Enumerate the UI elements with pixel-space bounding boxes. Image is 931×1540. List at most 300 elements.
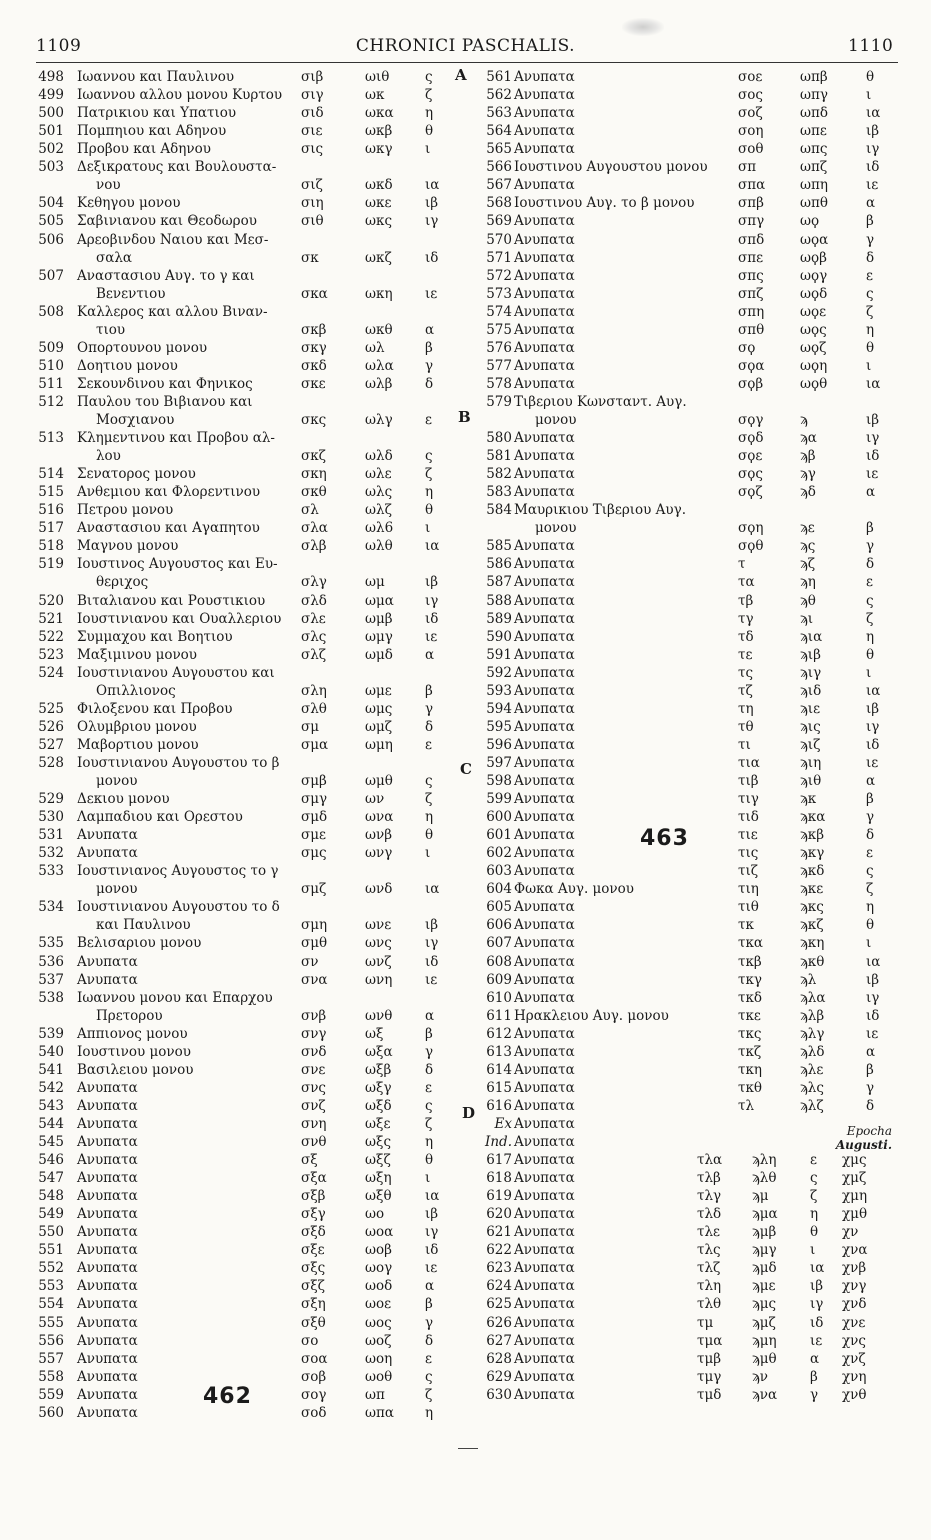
year-greek-1: σος [738,87,763,103]
table-row [0,285,931,303]
year-greek-1: σπγ [738,213,765,230]
year-number: 544 [38,1115,64,1132]
indiction: ε [425,411,432,428]
year-greek-2: ωκδ [365,177,393,194]
table-row [0,1079,931,1097]
year-number: 500 [38,105,64,122]
year-greek-1: τκγ [738,971,762,988]
year-greek-2: ϡλβ [800,1007,825,1024]
year-greek-2: ωξ [365,1025,384,1042]
year-greek-1: σις [301,141,324,158]
year-greek-1: τε [738,646,753,663]
indiction: γ [810,1386,819,1403]
indiction: ς [425,1097,433,1114]
year-number: 593 [486,682,512,699]
year-greek-1: σνη [301,1115,327,1132]
consul-name: Μοσχιανου [96,411,175,428]
indiction: η [425,809,434,826]
year-greek-1: σκβ [301,321,327,338]
year-greek-1: σο [301,1332,319,1349]
year-greek-2: ϡιδ [800,682,822,699]
indiction: α [425,646,435,663]
indiction: β [425,339,433,356]
year-greek-1: τιζ [738,863,759,880]
indiction: δ [425,718,434,735]
indiction: ιγ [425,592,439,609]
indiction: α [425,1007,435,1024]
year-greek-1: τκα [738,935,764,952]
indiction: ι [810,1242,816,1259]
indiction: δ [866,556,875,573]
consul-name: Ανυπατα [514,1242,575,1259]
indiction: ς [810,1170,818,1186]
indiction: ιδ [425,1242,439,1259]
indiction: ι [425,845,431,862]
year-greek-1: σξδ [301,1224,326,1241]
indiction: θ [866,339,875,356]
year-number: 621 [486,1224,512,1241]
indiction: ι [866,87,872,103]
consul-name: Ηρακλειου Αυγ. μονου [514,1007,669,1024]
year-number: 626 [486,1314,512,1331]
consul-name: Ανυπατα [514,773,575,789]
year-greek-1: σιγ [301,87,324,103]
year-number: 612 [486,1025,512,1042]
year-greek-1: τδ [738,628,754,645]
year-number: 609 [486,971,512,988]
section-letter-c: C [460,760,472,778]
year-greek-2: ϡμη [752,1332,777,1349]
year-greek-1: σνθ [301,1134,327,1150]
year-number: 538 [38,989,64,1006]
year-greek-1: σϙζ [738,484,763,501]
year-greek-1: σϙα [738,357,765,374]
year-greek-2: ωκε [365,195,392,212]
indiction: ιδ [866,448,880,465]
epoch-label-1: Epocha [846,1124,892,1138]
consul-name: Ανυπατα [514,285,575,302]
year-greek-1: τκθ [738,1079,763,1096]
indiction: ιε [866,466,879,483]
year-greek-2: ωκγ [365,141,393,158]
table-row [0,682,931,700]
consul-name: και Παυλινου [96,917,191,934]
year-greek-1: τιθ [738,899,759,916]
indiction: ιγ [425,935,439,952]
indiction: η [425,1134,434,1150]
year-greek-2: ωϙθ [800,375,828,392]
year-greek-1: τμγ [697,1368,722,1385]
indiction: β [425,682,433,699]
year-greek-2: ωμ [365,574,385,591]
year-greek-1: τλγ [697,1188,722,1205]
year-number: 515 [38,484,64,501]
indiction: α [866,1043,876,1060]
year-greek-1: σκδ [301,357,327,374]
year-greek-1: σοη [738,123,764,140]
indiction: β [866,520,874,537]
table-row [0,375,931,393]
indiction: ιβ [866,123,880,140]
consul-name: Μαγνου μονου [77,538,179,555]
year-greek-2: ωϙ [800,213,820,230]
year-number: 577 [486,357,512,374]
year-number: 605 [486,899,512,916]
year-greek-1: τη [738,700,754,717]
consul-name: Ανυπατα [514,700,575,717]
year-greek-2: ϡκδ [800,863,825,880]
year-number: 570 [486,231,512,248]
indiction: θ [810,1224,819,1241]
indiction: α [425,1278,435,1295]
indiction: ε [425,736,432,753]
consul-name: Ανυπατα [514,1314,575,1331]
indiction: ια [866,682,881,699]
consul-name: Ανυπατα [77,1332,138,1349]
table-row [0,1350,931,1368]
section-letter-b: B [458,408,471,426]
year-number: 618 [486,1170,512,1186]
year-greek-2: ωξβ [365,1061,392,1078]
indiction: ιγ [866,430,880,446]
consul-name: Ανυπατα [514,1079,575,1096]
indiction: ιε [425,1260,438,1277]
year-greek-1: σοα [301,1350,328,1367]
consul-name: Ανυπατα [514,971,575,988]
left-page-number: 1109 [36,36,82,56]
year-greek-2: ϡι [800,610,814,627]
year-number: 523 [38,646,64,663]
table-row [0,501,931,519]
consul-name: Οπορτουνου μονου [77,339,208,356]
year-greek-2: ϡλθ [752,1170,777,1186]
consul-name: Ανυπατα [77,1170,138,1186]
year-greek-2: ωπ [365,1386,385,1403]
epoch-augusti: χνγ [842,1278,867,1295]
year-greek-1: σλα [301,520,328,537]
consul-name: Ανυπατα [77,1314,138,1331]
table-row [0,555,931,573]
year-greek-2: ϡλε [800,1061,824,1078]
year-greek-2: ωλ [365,339,385,356]
year-number: 565 [486,141,512,158]
year-greek-2: ϡλδ [800,1043,825,1060]
consul-name: Ανυπατα [77,1206,138,1223]
year-greek-2: ωξθ [365,1188,392,1205]
year-greek-2: ωνη [365,971,393,988]
year-greek-2: ωιθ [365,69,390,85]
consul-name: Ανυπατα [77,1115,138,1132]
year-greek-1: σπ [738,159,757,176]
year-greek-2: ωϙη [800,357,828,374]
consul-name: Ανυπατα [514,646,575,663]
year-greek-1: σλδ [301,592,327,609]
table-row [0,429,931,447]
consul-name: Αππιονος μονου [77,1025,188,1042]
consul-name: Συμμαχου και Βοητιου [77,628,233,645]
table-row [0,1295,931,1313]
year-greek-2: ϡμζ [752,1314,776,1331]
indiction: β [866,791,874,807]
year-greek-1: σκγ [301,339,327,356]
year-greek-1: σνγ [301,1025,327,1042]
indiction: ιβ [810,1278,824,1295]
indiction: ζ [866,303,874,320]
consul-name: Αρεοβινδου Ναιου και Μεσ- [77,231,269,248]
year-greek-1: τκζ [738,1043,762,1060]
year-greek-2: ωπε [800,123,827,140]
table-row [0,1259,931,1277]
consul-name: Ανυπατα [514,1350,575,1367]
year-greek-2: ωϙα [800,231,829,248]
year-greek-1: τκε [738,1007,761,1024]
year-greek-2: ωμε [365,682,392,699]
year-greek-1: σπη [738,303,765,320]
table-row [0,862,931,880]
consul-name: Ανυπατα [514,177,575,194]
indiction: ιε [866,1025,879,1042]
year-greek-1: σκε [301,375,326,392]
consul-name: Ανυπατα [514,141,575,158]
year-greek-1: σλβ [301,538,327,555]
year-greek-2: ωπς [800,141,828,158]
year-greek-2: ωοδ [365,1278,393,1295]
consul-name: Ανυπατα [514,1260,575,1277]
consul-name: Ανυπατα [514,863,575,880]
year-greek-2: ωκβ [365,123,393,140]
indiction: ς [425,69,433,85]
consul-name: Σαβινιανου και Θεοδωρου [77,213,257,230]
indiction: ε [866,845,873,862]
consul-name: μονου [96,773,138,789]
year-greek-1: σμβ [301,773,327,789]
year-number: 617 [486,1152,512,1168]
consul-name: Ιωαννου μονου και Επαρχου [77,989,273,1006]
consul-name: Ανυπατα [514,430,575,446]
indiction: ιγ [425,213,439,230]
year-greek-1: τθ [738,718,754,735]
year-greek-2: ϡκη [800,935,825,952]
consul-name: τιου [96,321,126,338]
table-row [0,1386,931,1404]
consul-name: Ιουστινιανου Αυγουστου το β [77,754,280,771]
year-greek-2: ϡιγ [800,664,822,681]
consul-name: Ανθεμιου και Φλορεντινου [77,484,261,501]
year-greek-2: ϡε [800,520,815,537]
table-row [0,592,931,610]
year-greek-2: ϡλη [752,1152,777,1168]
consul-name: Σενατορος μονου [77,466,196,483]
year-number: 574 [486,303,512,320]
consul-name: Φωκα Αυγ. μονου [514,881,634,898]
year-number: 558 [38,1368,64,1385]
year-greek-2: ωνε [365,917,392,934]
indiction: ι [425,520,431,537]
year-greek-2: ϡμβ [752,1224,777,1241]
year-greek-2: ϡμθ [752,1350,777,1367]
year-number: 533 [38,863,64,880]
year-greek-2: ϡα [800,430,817,446]
year-greek-1: τκς [738,1025,762,1042]
consul-name: Ιουστινιανου Αυγουστου και [77,664,275,681]
year-greek-1: τλ [738,1097,755,1114]
year-greek-1: τκ [738,917,754,934]
year-greek-2: ωμς [365,700,393,717]
year-greek-1: σνδ [301,1043,327,1060]
consul-name: Ιουστινου Αυγουστου μονου [514,159,708,176]
consul-name: Ανυπατα [514,484,575,501]
year-greek-1: σλζ [301,646,327,663]
year-number: 547 [38,1170,64,1186]
year-number: 498 [38,69,64,85]
year-greek-1: σλς [301,628,327,645]
year-number: 583 [486,484,512,501]
consul-name: Ανυπατα [514,664,575,681]
consul-name: Ανυπατα [514,899,575,916]
year-greek-1: τμα [697,1332,723,1349]
year-greek-2: ωοβ [365,1242,392,1259]
indiction: α [425,321,435,338]
consul-name: Κλημεντινου και Προβου αλ- [77,430,275,446]
year-number: 596 [486,736,512,753]
year-greek-2: ωκ [365,87,385,103]
consul-name: Ανυπατα [77,1368,138,1385]
year-greek-2: ωλθ [365,538,393,555]
year-greek-2: ωκη [365,285,393,302]
table-row [0,971,931,989]
table-row [0,1061,931,1079]
year-number: 507 [38,267,64,284]
consul-name: Ανυπατα [514,1025,575,1042]
year-greek-1: σνε [301,1061,326,1078]
indiction: ια [425,881,440,898]
year-number: 607 [486,935,512,952]
year-greek-1: τμβ [697,1350,722,1367]
table-row [0,916,931,934]
consul-name: Ανυπατα [514,303,575,320]
indiction: ιε [810,1332,823,1349]
indiction: ιε [425,628,438,645]
year-greek-1: σπδ [738,231,765,248]
year-number: 527 [38,736,64,753]
year-greek-1: σλε [301,610,326,627]
year-number: 526 [38,718,64,735]
indiction: θ [866,917,875,934]
year-number: 582 [486,466,512,483]
year-number: 567 [486,177,512,194]
year-number: 542 [38,1079,64,1096]
year-greek-1: τλβ [697,1170,721,1186]
epoch-augusti: χμζ [842,1170,867,1186]
year-number: 537 [38,971,64,988]
year-greek-1: σκη [301,466,327,483]
table-row [0,953,931,971]
year-number: 548 [38,1188,64,1205]
indiction: δ [866,827,875,844]
consul-name: Ανυπατα [514,610,575,627]
epoch-augusti: χν [842,1224,859,1241]
consul-name: Ανυπατα [514,231,575,248]
table-row [0,176,931,194]
table-row [0,357,931,375]
year-number: 562 [486,87,512,103]
consul-name: Κεθηγου μονου [77,195,181,212]
year-greek-1: τγ [738,610,754,627]
indiction: ια [425,177,440,194]
year-greek-2: ωμβ [365,610,393,627]
year-number: 505 [38,213,64,230]
year-number: 512 [38,393,64,410]
indiction: β [866,213,874,230]
indiction: ιδ [425,610,439,627]
year-greek-1: τιγ [738,791,759,807]
year-greek-1: σπβ [738,195,764,212]
year-number: 531 [38,827,64,844]
year-greek-1: σμθ [301,935,328,952]
year-number: 604 [486,881,512,898]
year-greek-1: σλη [301,682,327,699]
indiction: ιδ [425,953,439,970]
indiction: α [866,484,876,501]
year-number: 551 [38,1242,64,1259]
year-greek-2: ωλγ [365,411,393,428]
table-row [0,1277,931,1295]
section-letter-d: D [462,1104,476,1122]
consul-name: Ανυπατα [77,1404,138,1421]
consul-name: Ιωαννου και Παυλινου [77,69,235,85]
year-number: 627 [486,1332,512,1349]
year-greek-1: σιβ [301,69,324,85]
year-number: 573 [486,285,512,302]
year-greek-1: σμγ [301,791,328,807]
consul-name: Πετρου μονου [77,502,174,519]
year-greek-1: τιη [738,881,759,898]
year-greek-1: σπζ [738,285,764,302]
year-greek-2: ϡκζ [800,917,824,934]
consul-name: Ανυπατα [514,1097,575,1114]
section-letter-a: A [455,66,467,84]
consul-name: Ανυπατα [514,466,575,483]
indiction: ιβ [866,411,880,428]
year-number: 514 [38,466,64,483]
consul-name: Πατρικιου και Υπατιου [77,105,237,122]
table-row [0,1025,931,1043]
year-number: 517 [38,520,64,537]
indiction: η [866,321,875,338]
indiction: γ [866,538,875,555]
consul-name: Ανυπατα [514,87,575,103]
year-greek-2: ϡλγ [800,1025,825,1042]
year-number: 516 [38,502,64,519]
indiction: ς [425,448,433,465]
margin-number-right: 463 [640,826,689,851]
consul-name: Δεκιου μονου [77,791,170,807]
year-number: 578 [486,375,512,392]
consul-name: Ανυπατα [77,1260,138,1277]
indiction: ιγ [866,718,880,735]
consul-name: Ανυπατα [77,1278,138,1295]
year-number: 615 [486,1079,512,1096]
year-greek-2: ϡλ [800,971,817,988]
consul-name: Ανυπατα [514,1061,575,1078]
consul-name: μονου [535,520,577,537]
consul-name: Μαξιμινου μονου [77,646,198,663]
consul-name: Ανυπατα [514,339,575,356]
year-greek-2: ωμδ [365,646,393,663]
table-row [0,934,931,952]
year-number: 553 [38,1278,64,1295]
year-greek-1: σοθ [738,141,764,158]
